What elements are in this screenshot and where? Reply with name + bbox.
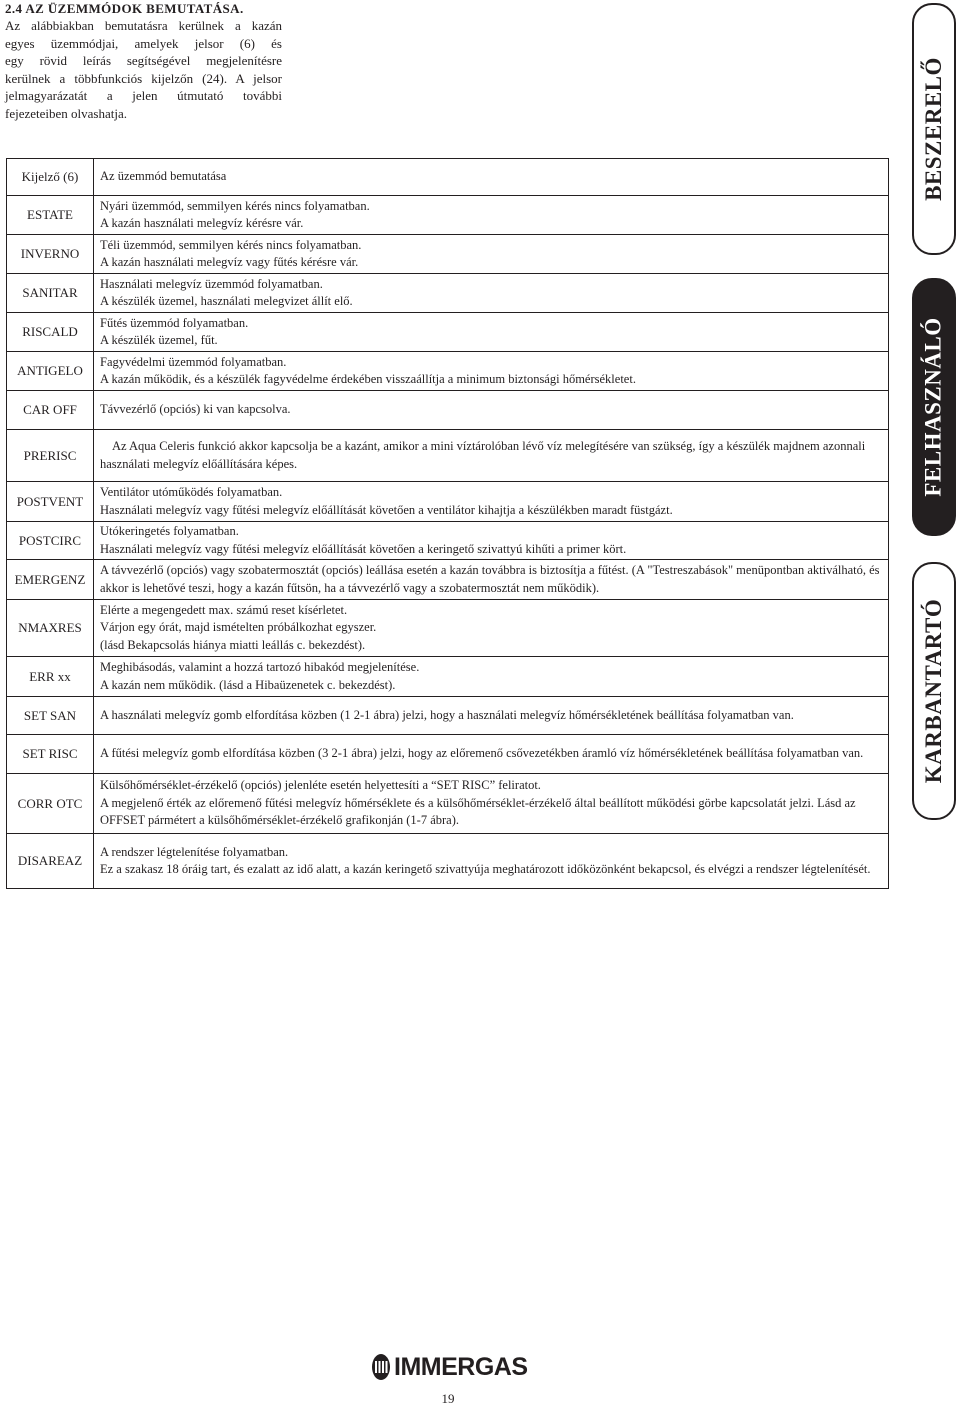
description-line: A fűtési melegvíz gomb elfordítása közben (3 2-1 ábra) jelzi, hogy az előremenő csővezetékben áramló víz hőmérsékletének beállítása folyamatban van. [100, 746, 864, 761]
mode-code: ERR xx [7, 657, 94, 697]
description-line: Fűtés üzemmód folyamatban. [100, 315, 249, 330]
table-row [7, 352, 889, 391]
table-row [7, 735, 889, 774]
description-line: (lásd Bekapcsolás hiánya miatti leállás c. bekezdést). [100, 637, 366, 652]
intro-paragraph [5, 17, 282, 122]
side-tab-user [912, 278, 956, 536]
intro-line: Az alábbiakban bemutatásra kerülnek a kazán [5, 18, 282, 33]
table-header-row [7, 159, 889, 196]
description-line: Ventilátor utóműködés folyamatban. [100, 485, 283, 499]
description-line: Elérte a megengedett max. számú reset kísérletet. [100, 602, 348, 617]
description-line: Téli üzemmód, semmilyen kérés nincs folyamatban. [100, 237, 362, 252]
description-line: A készülék üzemel, használati melegvizet állít elő. [100, 294, 353, 308]
mode-code: CAR OFF [7, 391, 94, 430]
side-tab-label: BESZERELŐ [921, 57, 946, 201]
description-line: Nyári üzemmód, semmilyen kérés nincs folyamatban. [100, 198, 370, 213]
description-line: A kazán működik, és a készülék fagyvédelme érdekében visszaállítja a minimum biztonsági hőmérsékletet. [100, 372, 636, 386]
side-tab-label: KARBANTARTÓ [921, 598, 947, 784]
mode-code: NMAXRES [7, 600, 94, 657]
mode-description [94, 522, 889, 560]
mode-code: EMERGENZ [7, 560, 94, 600]
description-line: Várjon egy órát, majd ismételten próbálkozhat egyszer. [100, 620, 377, 635]
side-tab-label: FELHASZNÁLÓ [921, 317, 947, 497]
table-row [7, 834, 889, 889]
mode-description [94, 235, 889, 274]
side-tab-installer [912, 3, 956, 255]
mode-code: DISAREAZ [7, 834, 94, 889]
description-line: Meghibásodás, valamint a hozzá tartozó hibakód megjelenítése. [100, 660, 420, 674]
mode-code: SANITAR [7, 274, 94, 313]
immergas-logo-icon [372, 1354, 390, 1380]
intro-line: egyes üzemmódjai, amelyek jelsor (6) és [5, 35, 282, 51]
table-row [7, 235, 889, 274]
description-line: A használati melegvíz gomb elfordítása közben (1 2-1 ábra) jelzi, hogy a használati melegvíz hőmérsékletének beállítása folyamatban van. [100, 707, 794, 722]
mode-description [94, 560, 889, 600]
mode-code: ANTIGELO [7, 352, 94, 391]
mode-code: ESTATE [7, 196, 94, 235]
mode-description [94, 600, 889, 657]
table-row [7, 600, 889, 657]
table-row [7, 657, 889, 697]
intro-line: jelmagyarázatát a jelen útmutató további [5, 88, 282, 103]
table-row [7, 430, 889, 482]
mode-description [94, 834, 889, 889]
description-line: Távvezérlő (opciós) ki van kapcsolva. [100, 402, 291, 417]
mode-code: SET SAN [7, 697, 94, 735]
mode-code: CORR OTC [7, 774, 94, 834]
mode-code: INVERNO [7, 235, 94, 274]
mode-code: RISCALD [7, 313, 94, 352]
side-tab-maintenance [912, 562, 956, 820]
description-line: Használati melegvíz vagy fűtési melegvíz előállítását követően a keringető szivattyú kihűti a primer kört. [100, 541, 627, 556]
intro-line: fejezeteiben olvashatja. [5, 105, 127, 121]
table-row [7, 482, 889, 522]
mode-description [94, 430, 889, 482]
description-line: Ez a szakasz 18 óráig tart, és ezalatt az idő alatt, a kazán keringető szivattyúja meghatározott időközönként bekapcsol, és elvégzi a rendszer légtelenítését. [100, 862, 871, 876]
description-line: Az Aqua Celeris funkció akkor kapcsolja be a kazánt, amikor a mini víztárolóban lévő víz melegítésére van szükség, így a készülék majdnem azonnali használati melegvíz előállítására képes. [100, 439, 866, 471]
immergas-logo [372, 1352, 526, 1382]
mode-description [94, 274, 889, 313]
mode-description [94, 196, 889, 235]
mode-description [94, 352, 889, 391]
mode-description [94, 482, 889, 522]
description-line: A megjelenő érték az előremenő fűtési melegvíz hőmérséklete és a külsőhőmérséklet-érzékelő által beállított működési görbe kapcsolatát jelzi. Lásd az OFFSET pármétert a külsőhőmérséklet-érzékelő grafikonján (1-7 ábra). [100, 795, 856, 828]
table-row [7, 274, 889, 313]
description-line: A távvezérlő (opciós) vagy szobatermosztát (opciós) leállása esetén a kazán továbbra is biztosítja a fűtést. (A "Testreszabások" menüpontban aktiválható, és akkor is lehetővé teszi, hogy a kazán fűtsön, ha a távvezérlő vagy a szobatermosztát nem működik). [100, 563, 880, 595]
mode-code: SET RISC [7, 735, 94, 774]
table-row [7, 196, 889, 235]
mode-description [94, 735, 889, 774]
table-row [7, 313, 889, 352]
description-line: Használati melegvíz vagy fűtési melegvíz előállítását követően a ventilátor kihajtja a készülékben maradt füstgázt. [100, 502, 673, 517]
description-line: Fagyvédelmi üzemmód folyamatban. [100, 354, 287, 369]
description-line: Külsőhőmérséklet-érzékelő (opciós) jelenléte esetén helyettesíti a “SET RISC” feliratot. [100, 778, 541, 793]
mode-description [94, 313, 889, 352]
table-row [7, 391, 889, 430]
mode-code: POSTCIRC [7, 522, 94, 560]
intro-line: kerülnek a többfunkciós kijelzőn (24). A jelsor [5, 70, 282, 86]
mode-description [94, 697, 889, 735]
description-line: Használati melegvíz üzemmód folyamatban. [100, 276, 323, 291]
table-row [7, 774, 889, 834]
table-row [7, 560, 889, 600]
description-line: A kazán használati melegvíz kérésre vár. [100, 216, 304, 230]
intro-line: egy rövid leírás segítségével megjelenítésre [5, 53, 282, 68]
mode-code: POSTVENT [7, 482, 94, 522]
mode-description [94, 657, 889, 697]
mode-description [94, 391, 889, 430]
description-line: A készülék üzemel, fűt. [100, 333, 218, 347]
description-line: A kazán használati melegvíz vagy fűtés kérésre vár. [100, 255, 359, 269]
header-display-code: Kijelző (6) [7, 159, 94, 196]
table-row [7, 522, 889, 560]
mode-description [94, 774, 889, 834]
description-line: A rendszer légtelenítése folyamatban. [100, 844, 289, 859]
section-title: 2.4 AZ ÜZEMMÓDOK BEMUTATÁSA. [5, 1, 244, 16]
mode-code: PRERISC [7, 430, 94, 482]
page-number: 19 [441, 1391, 455, 1406]
table-row [7, 697, 889, 735]
header-description: Az üzemmód bemutatása [94, 159, 889, 196]
operating-modes-table [6, 158, 889, 889]
description-line: Utókeringetés folyamatban. [100, 524, 239, 538]
description-line: A kazán nem működik. (lásd a Hibaüzenetek c. bekezdést). [100, 677, 396, 692]
logo-wordmark: IMMERGAS [394, 1352, 528, 1381]
